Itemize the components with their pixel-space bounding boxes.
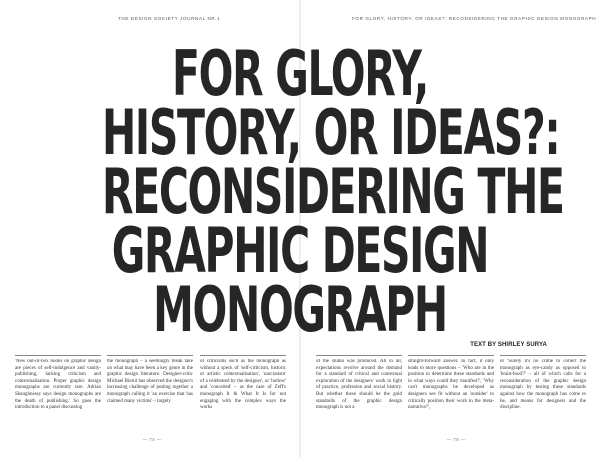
body-column-3: of criticisms such as the monograph as without a speck of 'self-criticism, historic or artistic contextualisation', 'narcissism' of a celebrated by the designer', or 'hollow' and 'conceited' – as the case of Zeff's monograph It & What It Is for not engaging with the complex ways the works bbox=[200, 359, 286, 411]
body-column-5: straight-forward answer. In fact, it only leads to more questions – 'Who are in the position to determine these standards and in what ways could they manifest?', 'Why can't monographs be developed as designers see fit without an 'outsider' to critically position their work in the meta-narrative?', bbox=[408, 359, 494, 411]
column-rule bbox=[15, 355, 101, 356]
column-rule bbox=[107, 355, 193, 356]
column-rule bbox=[500, 355, 586, 356]
headline-line-3: RECONSIDERING THE bbox=[101, 155, 564, 228]
running-head-left: THE DESIGN SOCIETY JOURNAL NR.1 bbox=[118, 16, 221, 21]
column-rule bbox=[200, 355, 286, 356]
headline-line-5: MONOGRAPH bbox=[153, 273, 447, 346]
page-number-right: — 75 — bbox=[447, 437, 466, 442]
body-column-6: or 'Surely it's no crime to collect the monograph as eye-candy as opposed to 'brain-food'?' – all of which calls for a reconsideration of the graphic design monograph by testing these standards against how the monograph has come to be, and means for designers and the discipline. bbox=[500, 359, 586, 411]
column-rule bbox=[316, 355, 402, 356]
body-column-1: 'New out-of-box books on graphic design are pieces of self-indulgence and vanity-publishing, lacking criticism and contextualisation. Proper graphic design monographs are currently rare. Adrian Shaughnessy says design monographs are the death of publishing.' So goes the introduction to a panel discussing bbox=[15, 359, 101, 411]
headline-line-4: GRAPHIC DESIGN bbox=[111, 214, 489, 287]
body-column-2: the monograph – a seemingly bleak take on what may have been a key genre in the graphic design literature. Designer-critic Michael Bierut has observed the designer's increasing challenge of putting together a monograph calling it 'an exercise that has claimed many victims' – largely bbox=[107, 359, 193, 404]
body-column-4: of the studio was produced. All in all, expectations revolve around the demand for a standard of critical and contextual exploration of the designers' work in light of practice, profession and social history. But whether these should be the gold standards of the graphic design monograph is not a bbox=[316, 359, 402, 411]
headline-line-1: FOR GLORY, bbox=[172, 37, 428, 110]
headline-line-2: HISTORY, OR IDEAS?: bbox=[101, 96, 560, 169]
page-number-left: — 74 — bbox=[143, 437, 162, 442]
column-rule bbox=[408, 355, 494, 356]
running-head-right: FOR GLORY, HISTORY, OR IDEAS?: RECONSIDERING THE GRAPHIC DESIGN MONOGRAPH bbox=[352, 16, 597, 21]
byline: TEXT BY SHIRLEY SURYA bbox=[470, 342, 547, 348]
